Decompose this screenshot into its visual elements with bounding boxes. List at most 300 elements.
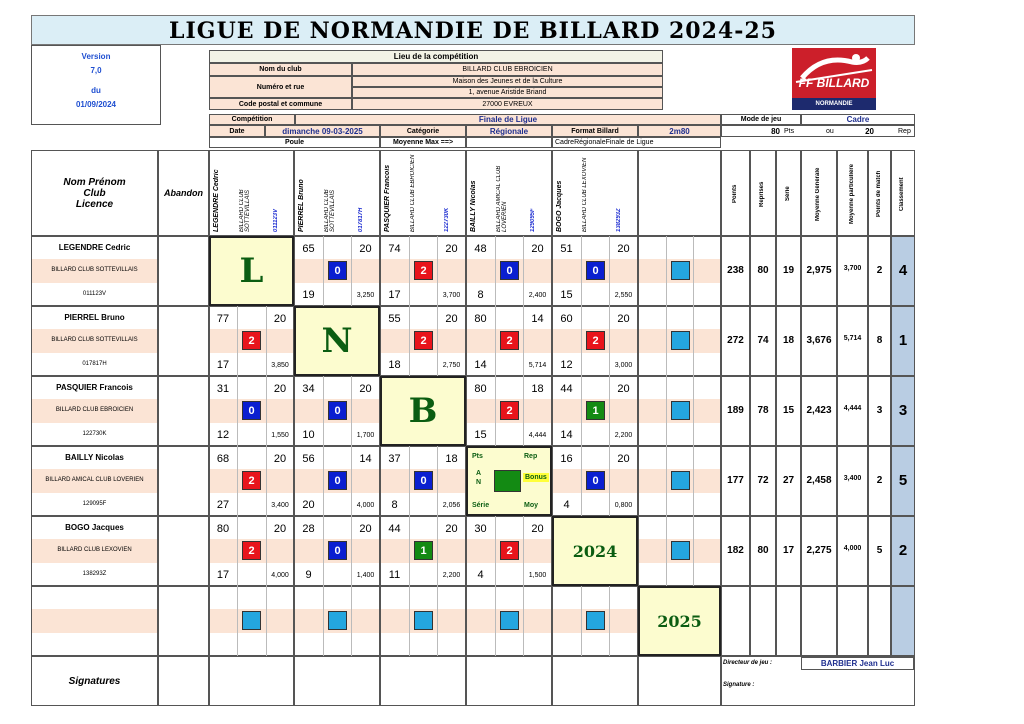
match-moyenne: 1,550 xyxy=(271,432,289,439)
result-header-label-serie: Série xyxy=(784,186,791,202)
match-serie: 27 xyxy=(216,499,230,511)
match-vline xyxy=(581,376,582,446)
result-value-pts_match: 3 xyxy=(876,405,883,416)
legend-green-square xyxy=(494,470,521,492)
match-reprises: 20 xyxy=(359,523,372,535)
column-name-5: BOGO Jacques xyxy=(556,180,563,232)
match-vline xyxy=(693,236,694,306)
result-value-classement: 5 xyxy=(898,472,908,489)
sig-1 xyxy=(209,656,294,706)
match-points: 60 xyxy=(560,313,573,325)
match-moyenne: 5,714 xyxy=(528,362,547,369)
result-header-label-points: Points xyxy=(731,184,738,204)
player-header: Nom Prénom Club Licence xyxy=(31,150,158,236)
match-reprises: 20 xyxy=(531,243,544,255)
match-vline xyxy=(693,306,694,376)
match-points-square: 0 xyxy=(586,471,605,490)
result-value-moy_part: 5,714 xyxy=(843,335,862,342)
match-empty-square xyxy=(328,611,347,630)
match-points: 51 xyxy=(560,243,573,255)
abandon-cell[interactable] xyxy=(158,586,209,656)
match-vline xyxy=(409,446,410,516)
lieu-header: Lieu de la compétition xyxy=(209,50,663,63)
ff-billard-logo xyxy=(792,48,876,110)
player-club-band xyxy=(32,609,157,633)
match-vline xyxy=(495,306,496,376)
rep-label: Rep xyxy=(898,128,911,135)
match-empty-square xyxy=(671,401,690,420)
diagonal-letter: 2024 xyxy=(572,541,618,561)
match-vline xyxy=(495,376,496,446)
match-empty-square xyxy=(671,541,690,560)
sig-6 xyxy=(638,656,721,706)
result-value-moy_gen: 2,975 xyxy=(806,265,832,276)
match-vline xyxy=(581,446,582,516)
cp-label: Code postal et commune xyxy=(209,98,352,110)
match-serie: 18 xyxy=(388,359,401,371)
match-serie: 8 xyxy=(391,499,398,511)
match-serie: 11 xyxy=(388,569,401,581)
match-empty-square xyxy=(671,471,690,490)
result-value-moy_gen: 3,676 xyxy=(806,335,832,346)
result-value-moy_part: 4,000 xyxy=(843,545,862,552)
result-value-serie: 15 xyxy=(782,405,795,416)
match-points: 28 xyxy=(302,523,315,535)
result-value-serie: 17 xyxy=(782,545,795,556)
result-value-moy_gen: 2,275 xyxy=(806,545,832,556)
match-serie: 14 xyxy=(560,429,573,441)
match-points: 55 xyxy=(388,313,401,325)
result-value-moy_gen: 2,423 xyxy=(806,405,832,416)
match-vline xyxy=(237,586,238,656)
match-vline xyxy=(693,376,694,446)
result-header-label-pts_match: Points de match xyxy=(875,170,882,218)
match-points-square: 2 xyxy=(242,331,261,350)
match-serie: 17 xyxy=(388,289,401,301)
result-value-moy_part: 3,700 xyxy=(843,265,862,272)
result-value-classement: 3 xyxy=(898,402,908,419)
match-reprises: 20 xyxy=(445,523,458,535)
match-vline xyxy=(237,376,238,446)
match-vline xyxy=(581,306,582,376)
match-vline xyxy=(409,516,410,586)
column-header-extra xyxy=(638,150,721,236)
diagonal-letter-box xyxy=(552,516,638,586)
match-points-square: 2 xyxy=(500,541,519,560)
match-serie: 19 xyxy=(302,289,315,301)
match-serie: 12 xyxy=(560,359,573,371)
match-points: 44 xyxy=(388,523,401,535)
match-serie: 10 xyxy=(302,429,315,441)
director-label: Directeur de jeu : xyxy=(723,660,773,666)
match-points: 56 xyxy=(302,453,315,465)
categorie-label: Catégorie xyxy=(380,125,466,137)
legend-bonus: Bonus xyxy=(525,474,547,481)
match-points-square: 2 xyxy=(414,261,433,280)
competition-value: Finale de Ligue xyxy=(295,114,721,125)
match-moyenne: 2,400 xyxy=(528,292,547,299)
result-value-pts_match: 2 xyxy=(876,265,883,276)
player-licence: 129095F xyxy=(82,501,107,507)
abandon-cell[interactable] xyxy=(158,376,209,446)
match-empty-square xyxy=(671,261,690,280)
signatures-cell xyxy=(31,656,158,706)
column-licence-4: 129095F xyxy=(530,208,536,232)
director-name: BARBIER Jean Luc xyxy=(801,657,914,670)
result-value-classement: 4 xyxy=(898,262,908,279)
match-reprises: 20 xyxy=(445,313,458,325)
cadre-text: CadreRégionaleFinale de Ligue xyxy=(552,137,721,148)
match-reprises: 20 xyxy=(617,243,630,255)
version-du: du xyxy=(91,86,101,95)
result-value-points: 189 xyxy=(727,405,744,416)
result-value-points: 177 xyxy=(727,475,744,486)
result-cell-reprises xyxy=(750,586,776,656)
extra-letter-box xyxy=(638,586,721,656)
result-header-label-moy_part: Moyenne particulière xyxy=(848,163,855,224)
cp-value: 27000 EVREUX xyxy=(352,98,663,110)
result-value-reprises: 80 xyxy=(757,265,769,276)
match-reprises: 20 xyxy=(273,313,287,325)
match-serie: 15 xyxy=(560,289,573,301)
match-vline xyxy=(495,516,496,586)
match-moyenne: 3,000 xyxy=(614,362,633,369)
match-points-square: 2 xyxy=(242,471,261,490)
match-points: 16 xyxy=(560,453,573,465)
match-reprises: 20 xyxy=(359,243,372,255)
club-label: Nom du club xyxy=(209,63,352,76)
result-value-classement: 2 xyxy=(898,542,908,559)
club-value: BILLARD CLUB EBROICIEN xyxy=(352,63,663,76)
match-points: 80 xyxy=(216,523,230,535)
result-value-moy_part: 3,400 xyxy=(843,475,862,482)
match-reprises: 20 xyxy=(445,243,458,255)
result-cell-points xyxy=(721,586,750,656)
match-vline xyxy=(693,446,694,516)
match-vline xyxy=(323,586,324,656)
match-reprises: 18 xyxy=(531,383,544,395)
result-header-label-reprises: Reprises xyxy=(759,181,765,207)
match-points: 31 xyxy=(216,383,230,395)
match-moyenne: 3,850 xyxy=(271,362,289,369)
poule-label: Poule xyxy=(209,137,380,148)
categorie-value: Régionale xyxy=(466,125,552,137)
diagonal-letter-box xyxy=(380,376,466,446)
result-value-pts_match: 2 xyxy=(876,475,883,486)
match-points-square: 1 xyxy=(414,541,433,560)
legend-pts: Pts xyxy=(472,453,483,460)
result-value-moy_part: 4,444 xyxy=(843,405,862,412)
date-label: Date xyxy=(209,125,265,137)
match-moyenne: 4,000 xyxy=(271,572,289,579)
ou-label: ou xyxy=(826,128,834,135)
match-serie: 20 xyxy=(302,499,315,511)
match-reprises: 20 xyxy=(531,523,544,535)
match-reprises: 18 xyxy=(445,453,458,465)
rue-label: Numéro et rue xyxy=(209,76,352,98)
version-label: Version xyxy=(81,52,111,61)
player-name: BOGO Jacques xyxy=(65,523,124,532)
match-points: 37 xyxy=(388,453,401,465)
match-reprises: 14 xyxy=(359,453,372,465)
match-moyenne: 3,700 xyxy=(442,292,461,299)
match-reprises: 20 xyxy=(617,383,630,395)
match-vline xyxy=(666,306,667,376)
match-vline xyxy=(666,516,667,586)
match-reprises: 20 xyxy=(273,383,287,395)
match-moyenne: 2,550 xyxy=(614,292,633,299)
match-points: 44 xyxy=(560,383,573,395)
result-value-reprises: 74 xyxy=(757,335,769,346)
result-value-classement: 1 xyxy=(898,332,908,349)
diagonal-letter-box xyxy=(209,236,294,306)
competition-label: Compétition xyxy=(209,114,295,125)
match-moyenne: 2,750 xyxy=(442,362,461,369)
match-reprises: 20 xyxy=(617,453,630,465)
column-licence-5: 138293Z xyxy=(616,208,622,232)
match-moyenne: 0,800 xyxy=(614,502,633,509)
abandon-cell[interactable] xyxy=(158,236,209,306)
abandon-cell[interactable] xyxy=(158,446,209,516)
result-cell-serie xyxy=(776,586,801,656)
match-points-square: 0 xyxy=(328,471,347,490)
match-reprises: 20 xyxy=(273,453,287,465)
result-value-serie: 19 xyxy=(782,265,795,276)
column-name-3: PASQUIER Francois xyxy=(384,164,391,232)
pts-label: Pts xyxy=(784,128,795,135)
match-vline xyxy=(323,236,324,306)
match-points-square: 2 xyxy=(500,401,519,420)
match-vline xyxy=(323,376,324,446)
match-empty-square xyxy=(414,611,433,630)
signature-label: Signature : xyxy=(723,682,755,688)
sig-4 xyxy=(466,656,552,706)
date-value: dimanche 09-03-2025 xyxy=(265,125,380,137)
match-moyenne: 2,056 xyxy=(442,502,461,509)
version-value: 7,0 xyxy=(90,66,102,75)
pts-value: 80 xyxy=(771,127,780,136)
match-vline xyxy=(609,586,610,656)
column-licence-2: 017817H xyxy=(358,207,364,232)
match-points: 48 xyxy=(474,243,487,255)
player-licence: 122730K xyxy=(82,431,107,437)
legend-rep: Rep xyxy=(524,453,538,460)
legend-an: A N xyxy=(476,470,482,486)
match-vline xyxy=(666,236,667,306)
match-serie: 17 xyxy=(216,569,230,581)
match-points-square: 0 xyxy=(242,401,261,420)
sig-2 xyxy=(294,656,380,706)
legend-moy: Moy xyxy=(524,502,538,509)
match-moyenne: 1,700 xyxy=(356,432,375,439)
format-value: 2m80 xyxy=(638,125,721,137)
player-licence: 138293Z xyxy=(82,571,107,577)
abandon-cell[interactable] xyxy=(158,306,209,376)
result-value-points: 238 xyxy=(727,265,744,276)
extra-letter: 2025 xyxy=(657,611,702,631)
logo-sub: NORMANDIE xyxy=(792,98,876,110)
player-club: BILLARD CLUB SOTTEVILLAIS xyxy=(51,267,138,273)
rue-value-1: Maison des Jeunes et de la Culture xyxy=(352,76,663,87)
logo-text: FF BILLARD xyxy=(798,76,870,90)
player-club: BILLARD CLUB LEXOVIEN xyxy=(57,547,132,553)
column-name-4: BAILLY Nicolas xyxy=(470,180,477,232)
match-points-square: 0 xyxy=(328,541,347,560)
match-vline xyxy=(693,516,694,586)
match-vline xyxy=(495,236,496,306)
moyenne-label: Moyenne Max ==> xyxy=(380,137,466,148)
diagonal-letter-box xyxy=(294,306,380,376)
match-moyenne: 3,250 xyxy=(356,292,375,299)
match-points-square: 0 xyxy=(328,261,347,280)
match-serie: 9 xyxy=(305,569,312,581)
match-vline xyxy=(581,586,582,656)
match-empty-square xyxy=(586,611,605,630)
sig-5 xyxy=(552,656,638,706)
result-value-serie: 18 xyxy=(782,335,795,346)
match-reprises: 20 xyxy=(617,313,630,325)
diagonal-letter: N xyxy=(321,321,353,361)
column-club-2: BILLARD CLUB SOTTEVILLAIS xyxy=(324,189,336,232)
result-value-reprises: 78 xyxy=(757,405,769,416)
player-licence: 017817H xyxy=(82,361,107,367)
player-club: BILLARD CLUB EBROICIEN xyxy=(55,407,134,413)
column-name-2: PIERREL Bruno xyxy=(298,179,305,232)
abandon-footer xyxy=(158,656,209,706)
match-points: 68 xyxy=(216,453,230,465)
column-club-4: BILLARD AMICAL CLUB LOVERIEN xyxy=(496,165,508,232)
match-vline xyxy=(495,586,496,656)
column-club-1: BILLARD CLUB SOTTEVILLAIS xyxy=(239,189,251,232)
match-points-square: 2 xyxy=(242,541,261,560)
match-vline xyxy=(409,586,410,656)
match-vline xyxy=(409,306,410,376)
match-points-square: 1 xyxy=(586,401,605,420)
match-vline xyxy=(523,586,524,656)
result-header-label-classement: Classement xyxy=(899,177,905,211)
signatures-label: Signatures xyxy=(68,675,121,687)
result-value-pts_match: 5 xyxy=(876,545,883,556)
match-vline xyxy=(581,236,582,306)
player-licence: 011123V xyxy=(82,291,107,297)
match-serie: 15 xyxy=(474,429,487,441)
match-vline xyxy=(409,236,410,306)
match-points-square: 0 xyxy=(500,261,519,280)
match-points-square: 2 xyxy=(414,331,433,350)
sig-3 xyxy=(380,656,466,706)
player-name: PIERREL Bruno xyxy=(64,313,125,322)
result-cell-moy_part xyxy=(837,586,868,656)
result-value-reprises: 72 xyxy=(757,475,769,486)
match-points: 74 xyxy=(388,243,401,255)
mode-value: Cadre xyxy=(801,114,915,125)
match-points: 80 xyxy=(474,313,487,325)
result-value-moy_gen: 2,458 xyxy=(806,475,832,486)
match-moyenne: 2,200 xyxy=(614,432,633,439)
match-points: 80 xyxy=(474,383,487,395)
column-club-5: BILLARD CLUB LEXOVIEN xyxy=(582,157,588,232)
match-vline xyxy=(266,586,267,656)
match-points: 30 xyxy=(474,523,487,535)
match-points-square: 0 xyxy=(328,401,347,420)
match-vline xyxy=(351,586,352,656)
player-name: PASQUIER Francois xyxy=(56,383,133,392)
match-moyenne: 1,500 xyxy=(528,572,547,579)
abandon-header: Abandon xyxy=(158,150,209,236)
result-value-points: 272 xyxy=(727,335,744,346)
match-vline xyxy=(666,376,667,446)
moyenne-blank xyxy=(466,137,552,148)
match-reprises: 20 xyxy=(359,383,372,395)
match-empty-square xyxy=(671,331,690,350)
pts-block xyxy=(721,125,915,137)
match-reprises: 14 xyxy=(531,313,544,325)
result-value-reprises: 80 xyxy=(757,545,769,556)
result-cell-classement xyxy=(891,586,915,656)
match-serie: 12 xyxy=(216,429,230,441)
version-date: 01/09/2024 xyxy=(75,100,117,109)
match-points: 65 xyxy=(302,243,315,255)
match-points: 34 xyxy=(302,383,315,395)
match-points-square: 2 xyxy=(586,331,605,350)
match-vline xyxy=(666,446,667,516)
match-points-square: 0 xyxy=(586,261,605,280)
result-header-label-moy_gen: Moyenne Générale xyxy=(815,167,821,221)
match-vline xyxy=(323,446,324,516)
result-value-pts_match: 8 xyxy=(876,335,883,346)
diagonal-letter: B xyxy=(408,391,438,431)
match-vline xyxy=(437,586,438,656)
player-club: BILLARD AMICAL CLUB LOVERIEN xyxy=(45,477,144,483)
column-club-3: BILLARD CLUB EBROICIEN xyxy=(410,154,416,232)
player-name: LEGENDRE Cedric xyxy=(58,243,131,252)
diagonal-letter: L xyxy=(239,251,264,291)
match-points-square: 0 xyxy=(414,471,433,490)
match-empty-square xyxy=(500,611,519,630)
rue-value-2: 1, avenue Aristide Briand xyxy=(352,87,663,98)
match-serie: 8 xyxy=(477,289,484,301)
match-points: 77 xyxy=(216,313,230,325)
legend-serie: Série xyxy=(472,502,490,509)
result-value-serie: 27 xyxy=(782,475,795,486)
match-serie: 17 xyxy=(216,359,230,371)
result-cell-pts_match xyxy=(868,586,891,656)
abandon-cell[interactable] xyxy=(158,516,209,586)
mode-label: Mode de jeu xyxy=(721,114,801,125)
column-name-1: LEGENDRE Cedric xyxy=(213,169,220,232)
format-label: Format Billard xyxy=(552,125,638,137)
match-vline xyxy=(237,306,238,376)
match-vline xyxy=(237,446,238,516)
match-reprises: 20 xyxy=(273,523,287,535)
column-licence-3: 122730K xyxy=(444,207,450,232)
match-points-square: 2 xyxy=(500,331,519,350)
match-vline xyxy=(323,516,324,586)
match-moyenne: 4,444 xyxy=(528,432,547,439)
match-moyenne: 2,200 xyxy=(442,572,461,579)
match-serie: 4 xyxy=(477,569,484,581)
result-cell-moy_gen xyxy=(801,586,837,656)
result-value-points: 182 xyxy=(727,545,744,556)
match-serie: 14 xyxy=(474,359,487,371)
match-moyenne: 1,400 xyxy=(356,572,375,579)
match-empty-square xyxy=(242,611,261,630)
player-name: BAILLY Nicolas xyxy=(65,453,124,462)
rep-value: 20 xyxy=(865,127,874,136)
match-moyenne: 3,400 xyxy=(271,502,289,509)
page-title: LIGUE DE NORMANDIE DE BILLARD 2024-25 xyxy=(31,15,915,45)
match-moyenne: 4,000 xyxy=(356,502,375,509)
